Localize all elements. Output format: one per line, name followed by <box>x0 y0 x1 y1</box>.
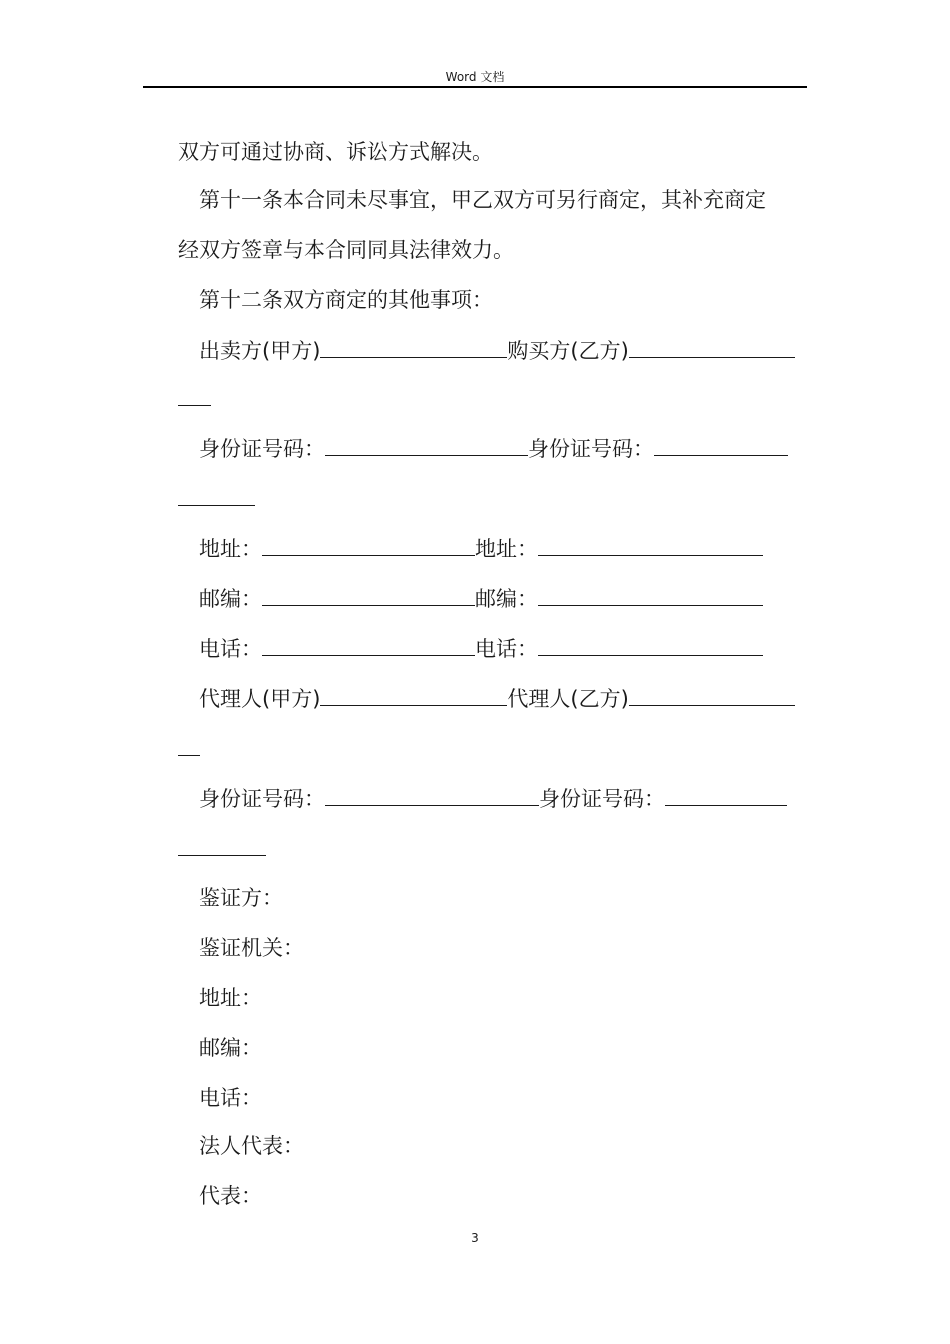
id-number-row-2 <box>199 785 787 812</box>
phone-blank-b <box>538 635 763 656</box>
phone-blank-a <box>262 635 475 656</box>
id-blank-continued-2 <box>178 835 266 862</box>
page-number: 3 <box>471 1231 479 1245</box>
postcode-blank-a <box>262 585 475 606</box>
address-row <box>199 535 763 562</box>
buyer-blank-continued <box>178 385 211 412</box>
id-label-a: 身份证号码： <box>199 437 325 461</box>
address-blank-b <box>538 535 763 556</box>
header-rule <box>143 86 807 88</box>
agent-b-label: 代理人(乙方) <box>507 687 629 711</box>
paragraph-line-3: 经双方签章与本合同同具法律效力。 <box>178 238 514 262</box>
phone-label-a: 电话： <box>199 637 262 661</box>
rep-label: 代表： <box>199 1184 262 1208</box>
postcode-row <box>199 585 763 612</box>
phone-label-b: 电话： <box>475 637 538 661</box>
buyer-label: 购买方(乙方) <box>507 339 629 363</box>
notary-label: 鉴证方： <box>199 886 283 910</box>
agent-id-blank-a <box>325 785 539 806</box>
agent-row <box>199 685 795 712</box>
postcode-label-b: 邮编： <box>475 587 538 611</box>
address-label-a: 地址： <box>199 537 262 561</box>
paragraph-article-12: 第十二条双方商定的其他事项： <box>199 288 493 312</box>
agent-b-blank <box>629 685 795 706</box>
id-blank-b <box>654 435 788 456</box>
page-header: Word 文档 <box>445 70 505 84</box>
id-blank-continued-1 <box>178 485 255 512</box>
postcode-label-a: 邮编： <box>199 587 262 611</box>
agent-a-label: 代理人(甲方) <box>199 687 321 711</box>
agent-blank-continued <box>178 735 200 762</box>
notary-org-label: 鉴证机关： <box>199 936 304 960</box>
address-label-b: 地址： <box>475 537 538 561</box>
legal-rep-label: 法人代表： <box>199 1134 304 1158</box>
buyer-blank <box>629 337 795 358</box>
agent-a-blank <box>320 685 507 706</box>
phone-row <box>199 635 763 662</box>
agent-id-label-a: 身份证号码： <box>199 787 325 811</box>
agent-id-label-b: 身份证号码： <box>539 787 665 811</box>
paragraph-article-11: 第十一条本合同未尽事宜，甲乙双方可另行商定，其补充商定 <box>199 188 766 212</box>
paragraph-line-1: 双方可通过协商、诉讼方式解决。 <box>178 140 493 164</box>
seller-label: 出卖方(甲方) <box>199 339 321 363</box>
address-blank-a <box>262 535 475 556</box>
id-number-row-1 <box>199 435 788 462</box>
seller-buyer-row <box>199 337 795 364</box>
notary-postcode-label: 邮编： <box>199 1036 262 1060</box>
agent-id-blank-b <box>665 785 787 806</box>
postcode-blank-b <box>538 585 763 606</box>
seller-blank <box>320 337 507 358</box>
id-blank-a <box>325 435 528 456</box>
notary-phone-label: 电话： <box>199 1086 262 1110</box>
notary-address-label: 地址： <box>199 986 262 1010</box>
id-label-b: 身份证号码： <box>528 437 654 461</box>
